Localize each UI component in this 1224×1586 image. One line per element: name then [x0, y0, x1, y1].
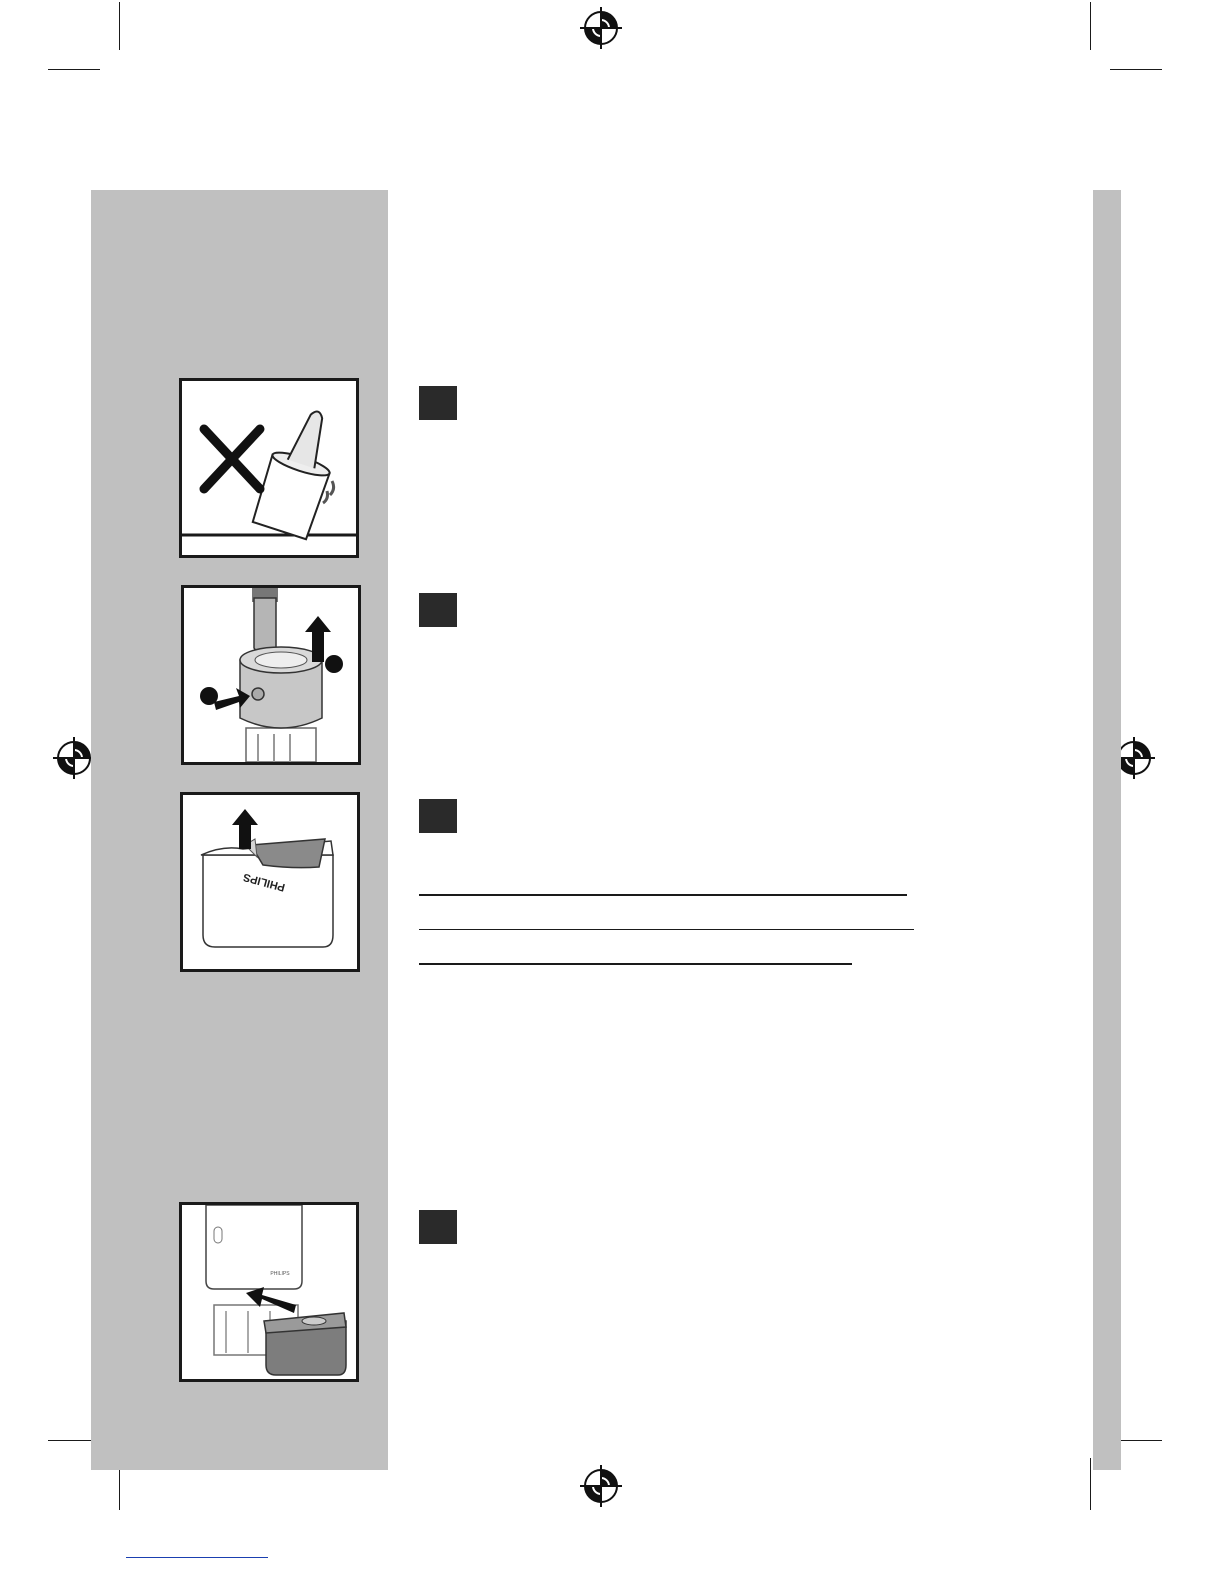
crop-mark: [48, 69, 100, 70]
registration-mark-icon: [580, 1465, 622, 1507]
brand-label: PHILIPS: [242, 870, 287, 894]
footer-link[interactable]: [126, 1550, 268, 1586]
rule-line: [419, 894, 907, 896]
right-edge-strip: [1093, 190, 1121, 1470]
figure-1: [179, 378, 359, 558]
rule-line: [419, 929, 914, 930]
lift-seal-from-cartridge-icon: [183, 795, 357, 969]
unit-brand-label: PHILIPS: [270, 1271, 290, 1277]
step-2-marker: [419, 593, 457, 627]
crop-mark: [1090, 1458, 1091, 1510]
figure-4: [179, 1202, 359, 1382]
do-not-tilt-cartridge-icon: [182, 381, 356, 555]
registration-mark-icon: [53, 737, 95, 779]
figure-3: [180, 792, 360, 972]
step-3-marker: [419, 799, 457, 833]
slide-cartridge-into-unit-icon: [182, 1205, 356, 1379]
crop-mark: [119, 2, 120, 50]
step-1-marker: [419, 386, 457, 420]
registration-mark-icon: [580, 7, 622, 49]
crop-mark: [1090, 2, 1091, 50]
rule-line: [419, 963, 852, 965]
crop-mark: [1110, 69, 1162, 70]
footer-link-underline: [126, 1557, 268, 1558]
figure-2: [181, 585, 361, 765]
press-release-button-lift-housing-icon: [184, 588, 358, 762]
step-4-marker: [419, 1210, 457, 1244]
